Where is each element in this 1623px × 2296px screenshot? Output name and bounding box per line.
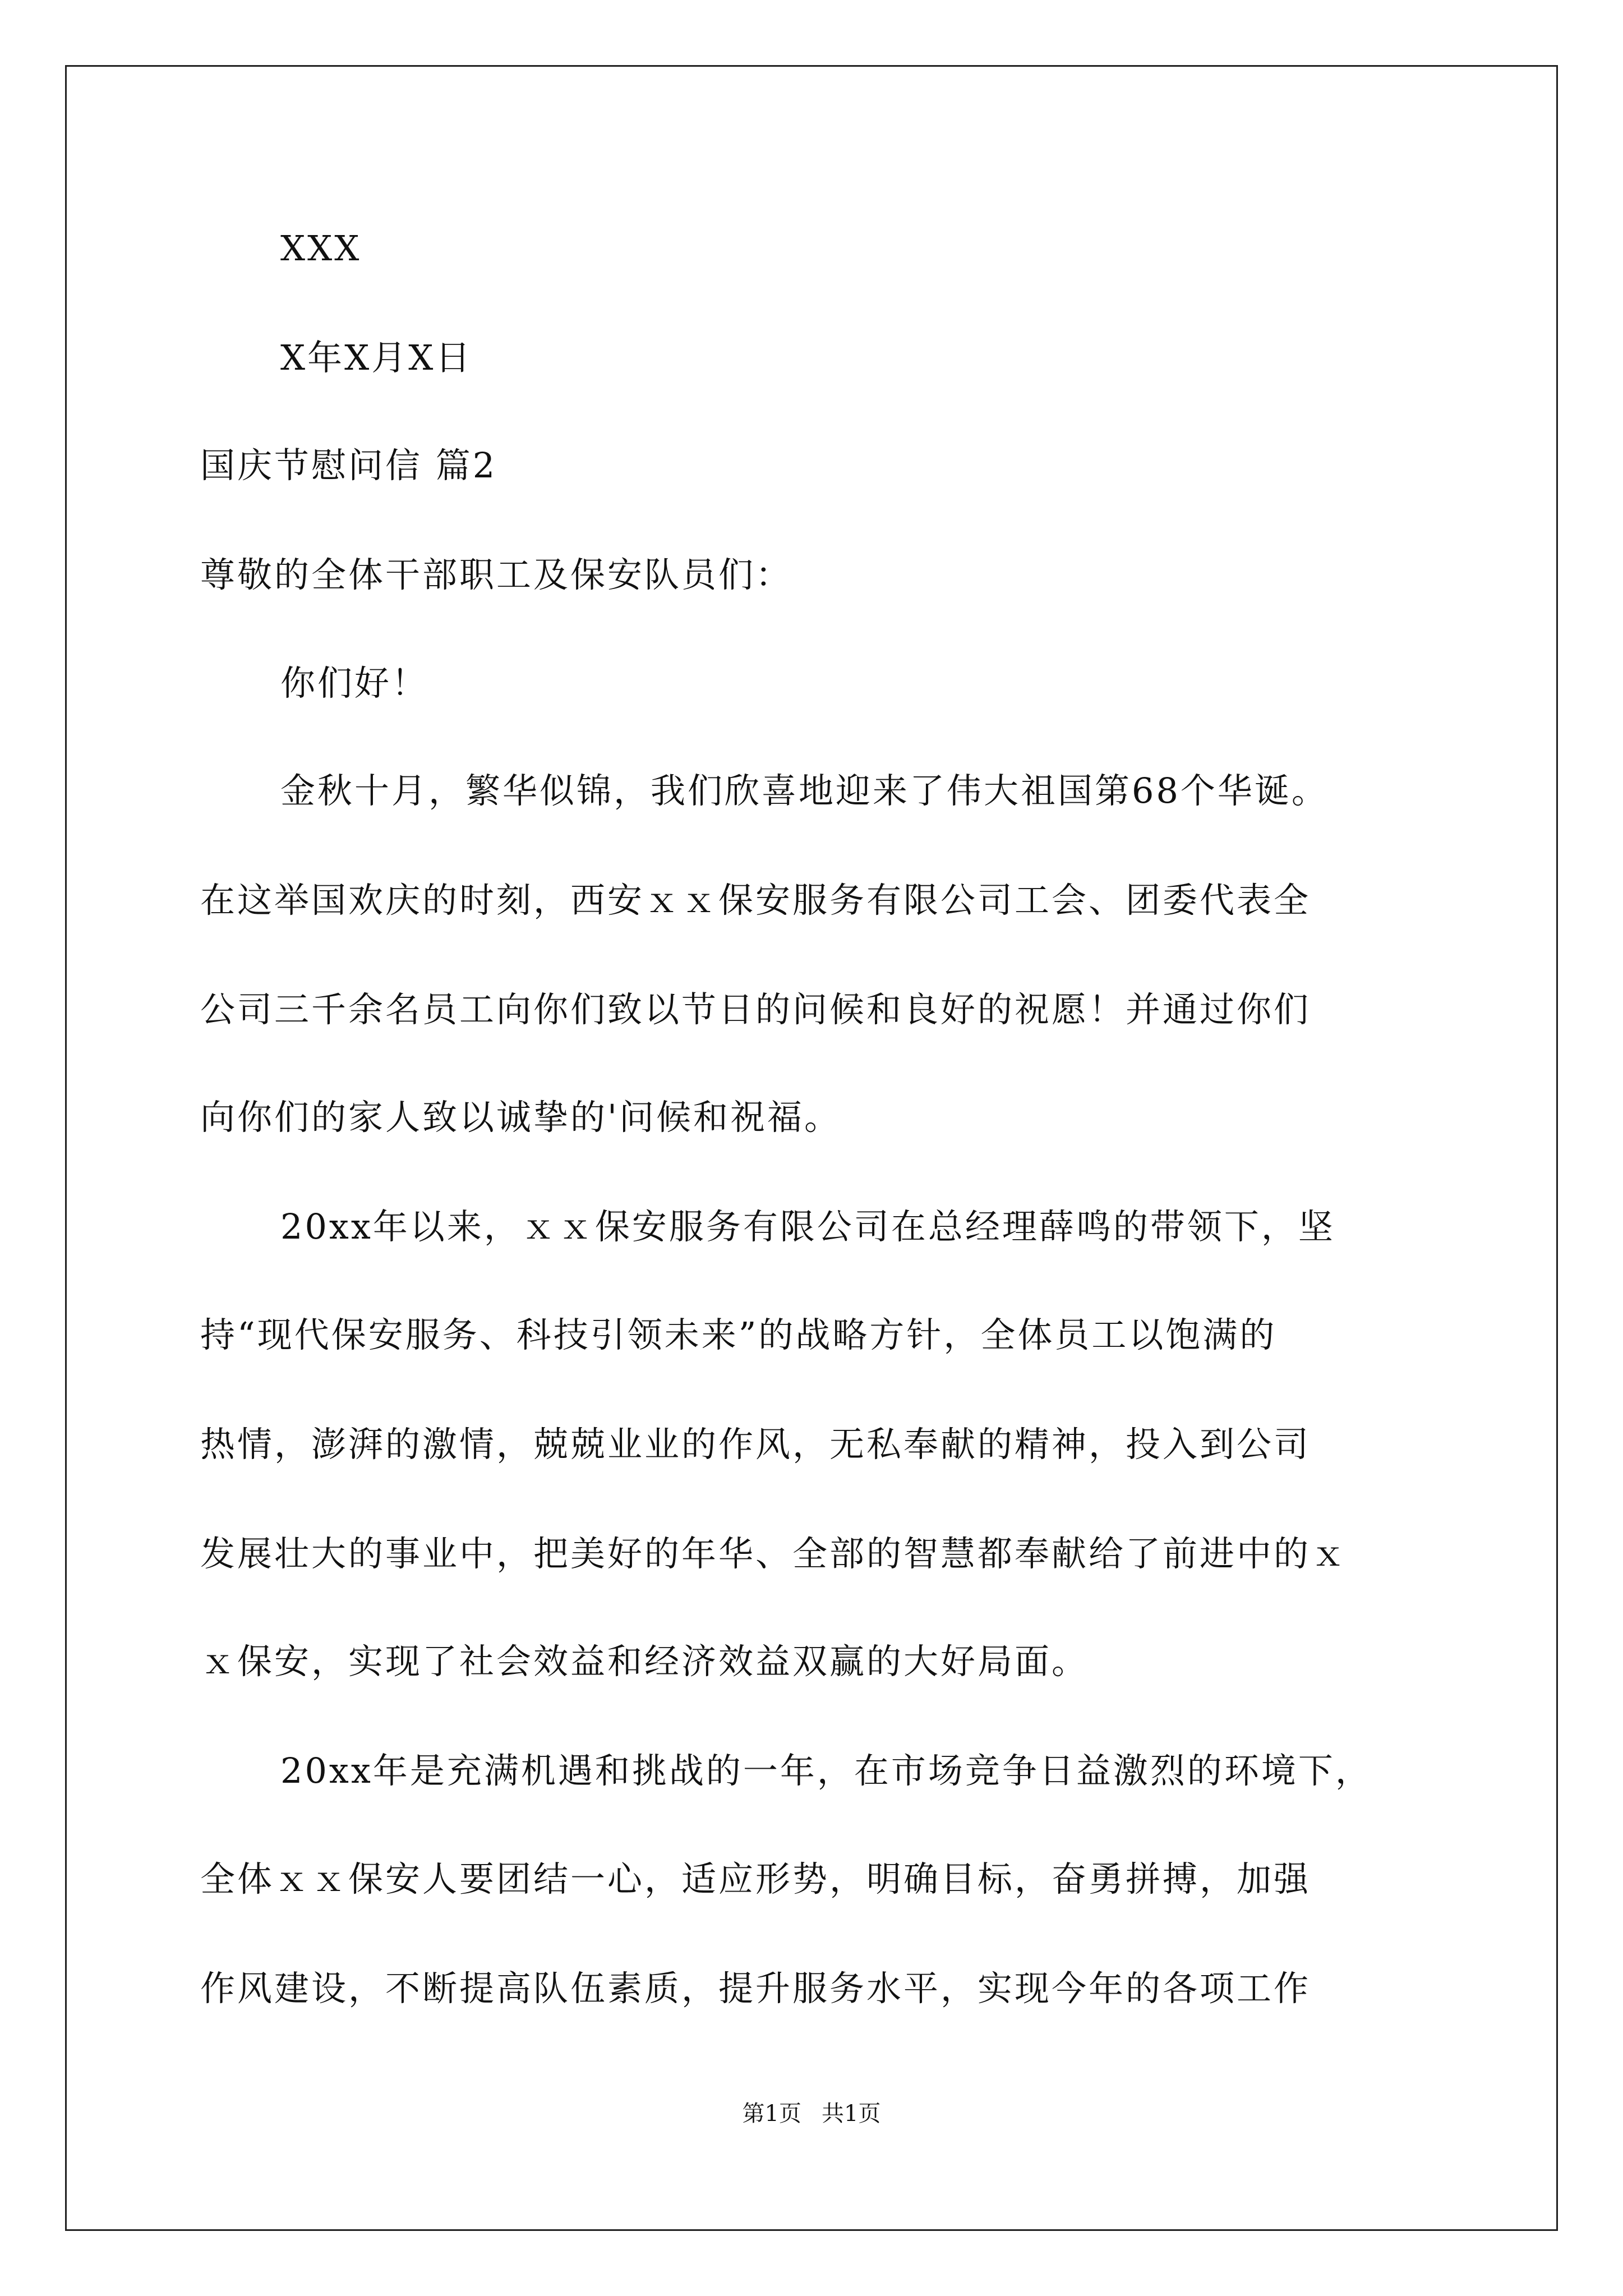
page-total: 共1页 bbox=[822, 2101, 881, 2127]
page-number: 第1页 bbox=[742, 2101, 801, 2127]
salutation: 尊敬的全体干部职工及保安队员们： bbox=[200, 554, 793, 595]
paragraph-line: 热情，澎湃的激情，兢兢业业的作风，无私奉献的精神，投入到公司 bbox=[200, 1424, 1311, 1465]
paragraph-line: 全体ｘｘ保安人要团结一心，适应形势，明确目标，奋勇拼搏，加强 bbox=[200, 1858, 1311, 1899]
paragraph-line: 向你们的家人致以诚挚的'问候和祝福。 bbox=[200, 1097, 842, 1138]
signature-name: XXX bbox=[280, 228, 362, 269]
section-title: 国庆节慰问信 篇2 bbox=[200, 445, 497, 486]
paragraph-line: 20xx年以来，ｘｘ保安服务有限公司在总经理薛鸣的带领下，坚 bbox=[280, 1206, 1335, 1247]
page-footer bbox=[0, 2098, 1623, 2129]
paragraph-line: 作风建设，不断提高队伍素质，提升服务水平，实现今年的各项工作 bbox=[200, 1968, 1311, 2009]
paragraph-line: 在这举国欢庆的时刻，西安ｘｘ保安服务有限公司工会、团委代表全 bbox=[200, 880, 1311, 921]
greeting: 你们好！ bbox=[280, 662, 429, 703]
paragraph-line: 公司三千余名员工向你们致以节日的问候和良好的祝愿！并通过你们 bbox=[200, 989, 1311, 1030]
page-border bbox=[65, 65, 1558, 2231]
paragraph-line: 金秋十月，繁华似锦，我们欣喜地迎来了伟大祖国第68个华诞。 bbox=[280, 770, 1329, 811]
signature-date: X年X月X日 bbox=[280, 337, 473, 378]
paragraph-line: ｘ保安，实现了社会效益和经济效益双赢的大好局面。 bbox=[200, 1641, 1089, 1682]
paragraph-line: 发展壮大的事业中，把美好的年华、全部的智慧都奉献给了前进中的ｘ bbox=[200, 1533, 1348, 1574]
paragraph-line: 持“现代保安服务、科技引领未来”的战略方针，全体员工以饱满的 bbox=[200, 1314, 1277, 1355]
paragraph-line: 20xx年是充满机遇和挑战的一年，在市场竞争日益激烈的环境下， bbox=[280, 1750, 1372, 1791]
